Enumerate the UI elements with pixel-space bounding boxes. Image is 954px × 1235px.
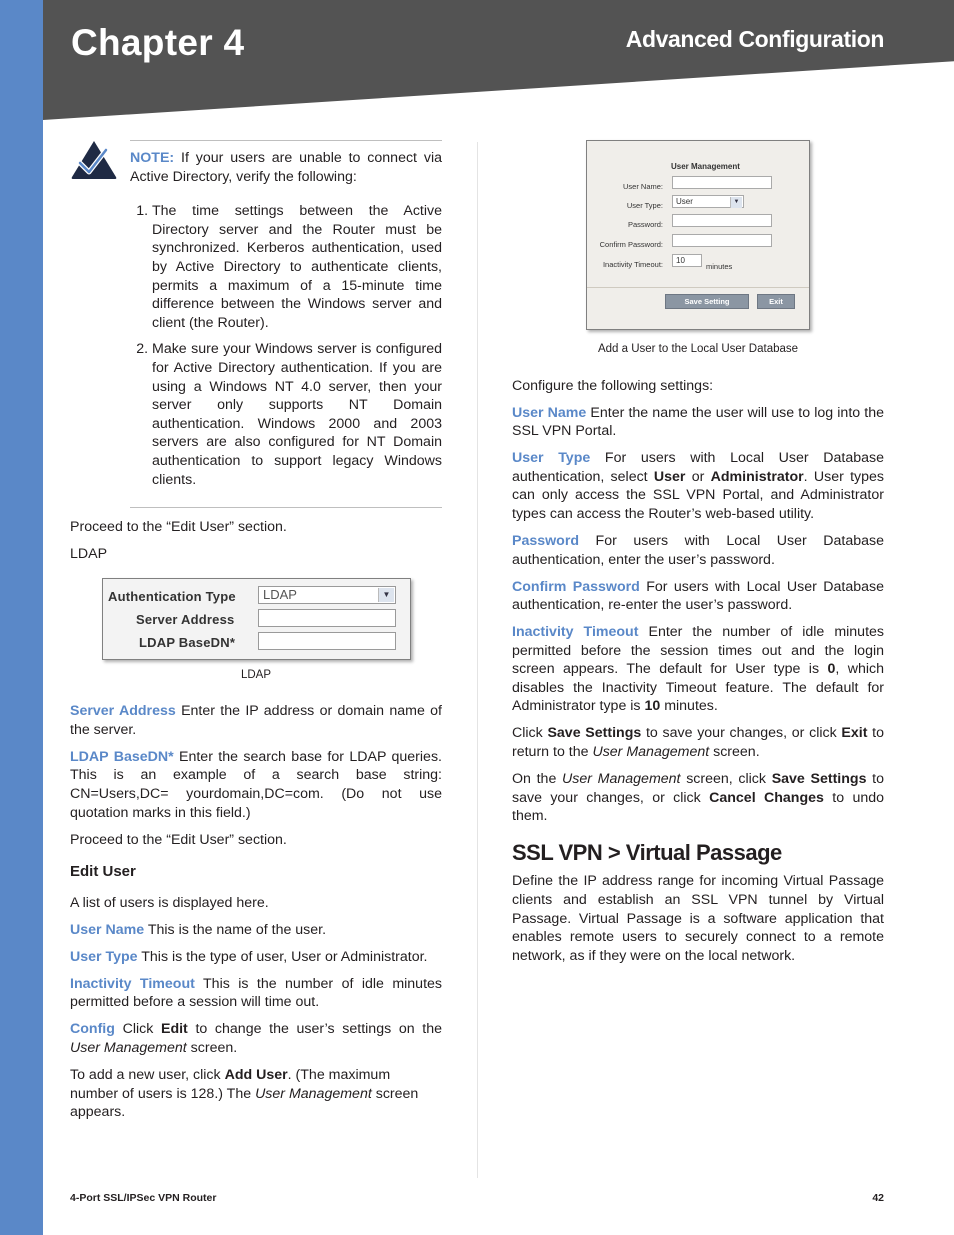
chevron-down-icon: ▼ — [378, 588, 394, 602]
auth-type-label: Authentication Type — [108, 588, 236, 604]
usertype-def: User Type For users with Local User Database authentication, select User or Administrator. User types can only access the SSL VPN Portal, and Administrator types can access the Router’s web-based utility. — [512, 450, 885, 522]
on-text: On the User Management screen, click Save Settings to save your changes, or click Cancel Changes to undo them. — [512, 771, 885, 825]
basedn-def: LDAP BaseDN* Enter the search base for LDAP queries. This is an example of a search base string: CN=Users,DC= yourdomain,DC=com. (Do not use quotation marks in this field.) — [70, 748, 442, 821]
inactivity-def: Inactivity Timeout Enter the number of idle minutes permitted before the session times out and the login screen appears. The default for User type is 0, which disables the Inactivity Timeout feature. The default for Administrator type is 10 minutes. — [512, 624, 884, 715]
figure-caption: Add a User to the Local User Database — [597, 343, 799, 355]
proceed-text: Proceed to the “Edit User” section. — [70, 519, 287, 536]
um-divider — [587, 287, 809, 288]
server-address-label: Server Address — [136, 611, 235, 627]
note-box — [130, 140, 442, 508]
ssl-vpn-heading: SSL VPN > Virtual Passage — [512, 839, 782, 865]
username-def: User Name This is the name of the user. — [70, 921, 327, 938]
ldap-figure — [102, 578, 411, 660]
um-timeout-input: 10 — [672, 254, 702, 267]
um-confirm-input — [672, 234, 772, 247]
um-timeout-unit: minutes — [706, 262, 733, 271]
note-item: 2. Make sure your Windows server is configured for Active Directory authentication. If you are using a Windows NT 4.0 server, then your server only supports NT Domain authentication. Windows 2000 and 2003 servers are also configured for NT Domain authentication to support legacy Windows clients. — [152, 340, 442, 489]
chevron-down-icon: ▼ — [730, 197, 742, 208]
edit-user-heading: Edit User — [70, 863, 136, 881]
click-text: Click Save Settings to save your changes, or click Exit to return to the User Management screen. — [512, 725, 884, 761]
um-timeout-label: Inactivity Timeout: — [602, 260, 663, 269]
password-def: Password For users with Local User Database authentication, enter the user’s password. — [512, 532, 884, 568]
configure-text: Configure the following settings: — [512, 377, 714, 394]
left-column — [70, 140, 442, 1130]
note-item: 1. The time settings between the Active Directory server and the Router must be synchronized. Kerberos authentication, used by Active Directory to authenticate clients, permits a maximum of a 15-minute time difference between the Windows server and client (the Router). — [152, 202, 442, 332]
chapter-title: Chapter 4 — [71, 22, 245, 63]
note-text: If your users are unable to connect via Active Directory, verify the following: — [130, 150, 442, 185]
column-divider — [477, 142, 478, 1178]
um-password-label: Password: — [627, 220, 663, 229]
section-title: Advanced Configuration — [625, 26, 884, 52]
list-text: A list of users is displayed here. — [70, 894, 269, 911]
note-list — [130, 202, 442, 489]
right-column — [512, 140, 884, 974]
um-confirm-label: Confirm Password: — [599, 240, 663, 249]
user-management-figure — [586, 140, 810, 330]
auth-type-select: LDAP ▼ — [258, 586, 396, 604]
um-save-button: Save Setting — [665, 294, 749, 309]
config-def: Config Click Edit to change the user’s settings on the User Management screen. — [70, 1021, 442, 1056]
um-title: User Management — [671, 162, 740, 171]
um-usertype-label: User Type: — [626, 201, 663, 210]
username-def: User Name Enter the name the user will use to log into the SSL VPN Portal. — [512, 404, 884, 440]
um-usertype-select: User ▼ — [672, 195, 744, 208]
usertype-def: User Type This is the type of user, User or Administrator. — [70, 948, 428, 965]
um-username-input — [672, 176, 772, 189]
footer-page-number: 42 — [872, 1192, 884, 1204]
server-address-input — [258, 609, 396, 627]
confirm-def: Confirm Password For users with Local User Database authentication, re-enter the user’s password. — [512, 578, 884, 614]
checkmark-icon — [70, 139, 118, 181]
sidebar-band — [0, 0, 43, 1235]
note-label: NOTE: — [130, 150, 175, 166]
basedn-input — [258, 632, 396, 650]
server-address-def: Server Address Enter the IP address or domain name of the server. — [70, 703, 442, 738]
inactivity-def: Inactivity Timeout This is the number of idle minutes permitted before a session will time out. — [70, 975, 442, 1011]
ldap-heading: LDAP — [70, 546, 108, 563]
add-user-text: To add a new user, click Add User. (The maximum number of users is 128.) The User Management screen appears. — [70, 1066, 419, 1121]
basedn-label: LDAP BaseDN* — [139, 634, 236, 650]
footer-product: 4-Port SSL/IPSec VPN Router — [70, 1192, 217, 1204]
proceed-text: Proceed to the “Edit User” section. — [70, 831, 287, 848]
um-exit-button: Exit — [757, 294, 795, 309]
ssl-vpn-text: Define the IP address range for incoming Virtual Passage clients and establish an SSL VPN tunnel by Virtual Passage. Virtual Passage is a software application that enables remote users to securely connect to a remote network, as if they were on the local network. — [512, 873, 884, 964]
figure-caption: LDAP — [240, 668, 272, 681]
um-username-label: User Name: — [622, 182, 663, 191]
um-password-input — [672, 214, 772, 227]
